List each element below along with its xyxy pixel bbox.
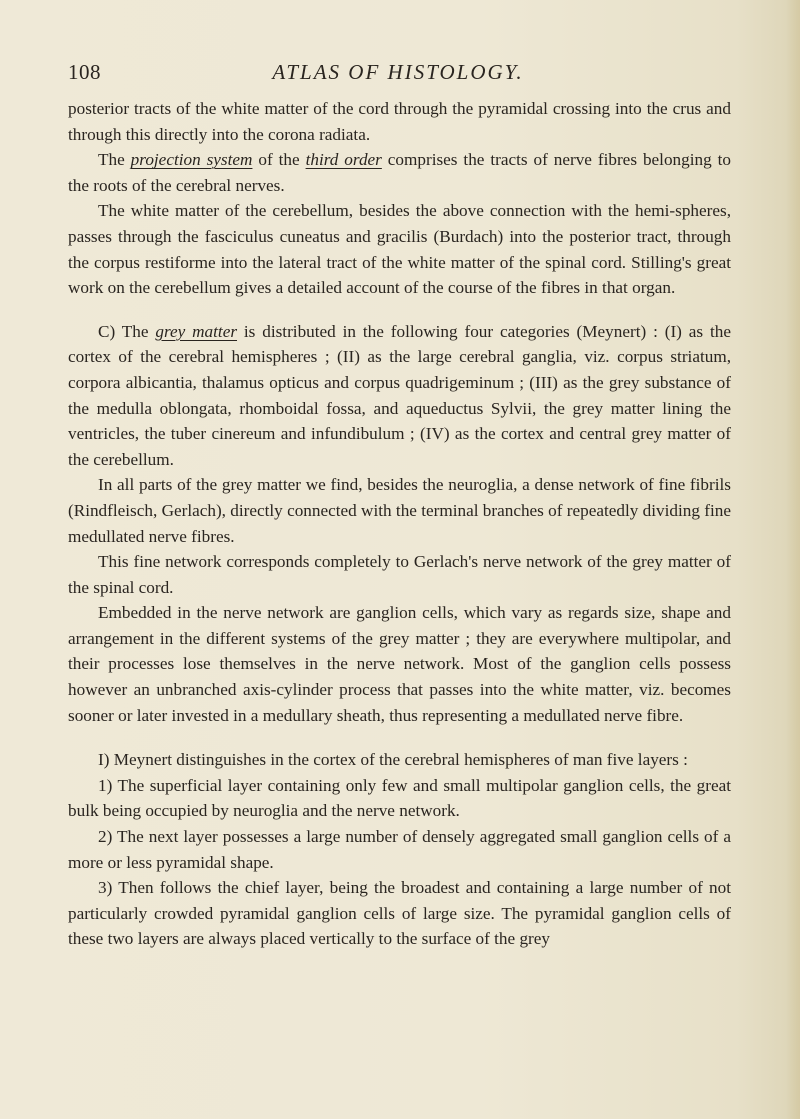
paragraph: posterior tracts of the white matter of the cord through the pyramidal crossing into the crus and through this directly into the corona radiata. [68, 99, 731, 144]
text-run: is distributed in the following four categories (Meynert) : (I) as the cortex of the cerebral hemispheres ; (II) as the large cerebral ganglia, viz. corpus striatum, corpora albicantia, thalamus opticus and corpus quadrigeminum ; (III) as the grey substance of the medulla oblongata, rhomboidal fossa, and aqueductus Sylvii, the grey matter lining the ventricles, the tuber cinereum and infundibulum ; (IV) as the cortex and central grey matter of the cerebellum. [68, 321, 731, 469]
paragraph: Embedded in the nerve network are ganglion cells, which vary as regards size, shape and arrangement in the different systems of the grey matter ; they are everywhere multipolar, and their processes lose themselves in the nerve network. Most of the ganglion cells possess however an unbranched axis-cylinder process that passes into the white matter, viz. becomes sooner or later invested in a medullary sheath, thus representing a medullated nerve fibre. [68, 603, 731, 725]
text-run: The [98, 150, 131, 170]
list-item: 3) Then follows the chief layer, being the broadest and containing a large number of not particularly crowded pyramidal ganglion cells of large size. The pyramidal ganglion cells of these two layers are always placed vertically to the surface of the grey [68, 878, 731, 949]
emphasis-text: projection system [130, 150, 253, 170]
running-title: ATLAS OF HISTOLOGY. [272, 60, 524, 84]
paragraph: In all parts of the grey matter we find, besides the neuroglia, a dense network of fine fibrils (Rindfleisch, Gerlach), directly connected with the terminal branches of repeatedly dividing fine medullated nerve fibres. [68, 475, 731, 546]
text-run: C) The [98, 321, 156, 341]
emphasis-text: third order [305, 150, 382, 170]
text-run: of the [252, 150, 306, 170]
emphasis-text: grey matter [155, 321, 238, 341]
paragraph [68, 147, 731, 198]
page-edge-shadow [786, 0, 800, 1119]
paragraph [68, 319, 731, 473]
list-item: 1) The superficial layer containing only few and small multipolar ganglion cells, the great bulk being occupied by neuroglia and the nerve network. [68, 775, 731, 821]
paragraph: I) Meynert distinguishes in the cortex of the cerebral hemispheres of man five layers : [98, 750, 688, 770]
list-item: 2) The next layer possesses a large number of densely aggregated small ganglion cells of a more or less pyramidal shape. [68, 827, 731, 872]
text-run: comprises the tracts of nerve fibres belonging to the roots of the cerebral nerves. [68, 150, 731, 195]
page-number: 108 [68, 60, 101, 84]
paragraph: The white matter of the cerebellum, besides the above connection with the hemi-spheres, passes through the fasciculus cuneatus and gracilis (Burdach) into the posterior tract, through the corpus restiforme into the lateral tract of the white matter of the spinal cord. Stilling's great work on the cerebellum gives a detailed account of the course of the fibres in that organ. [68, 201, 731, 298]
paragraph: This fine network corresponds completely to Gerlach's nerve network of the grey matter of the spinal cord. [68, 552, 731, 597]
page-body [68, 96, 731, 952]
page-header [68, 60, 728, 88]
